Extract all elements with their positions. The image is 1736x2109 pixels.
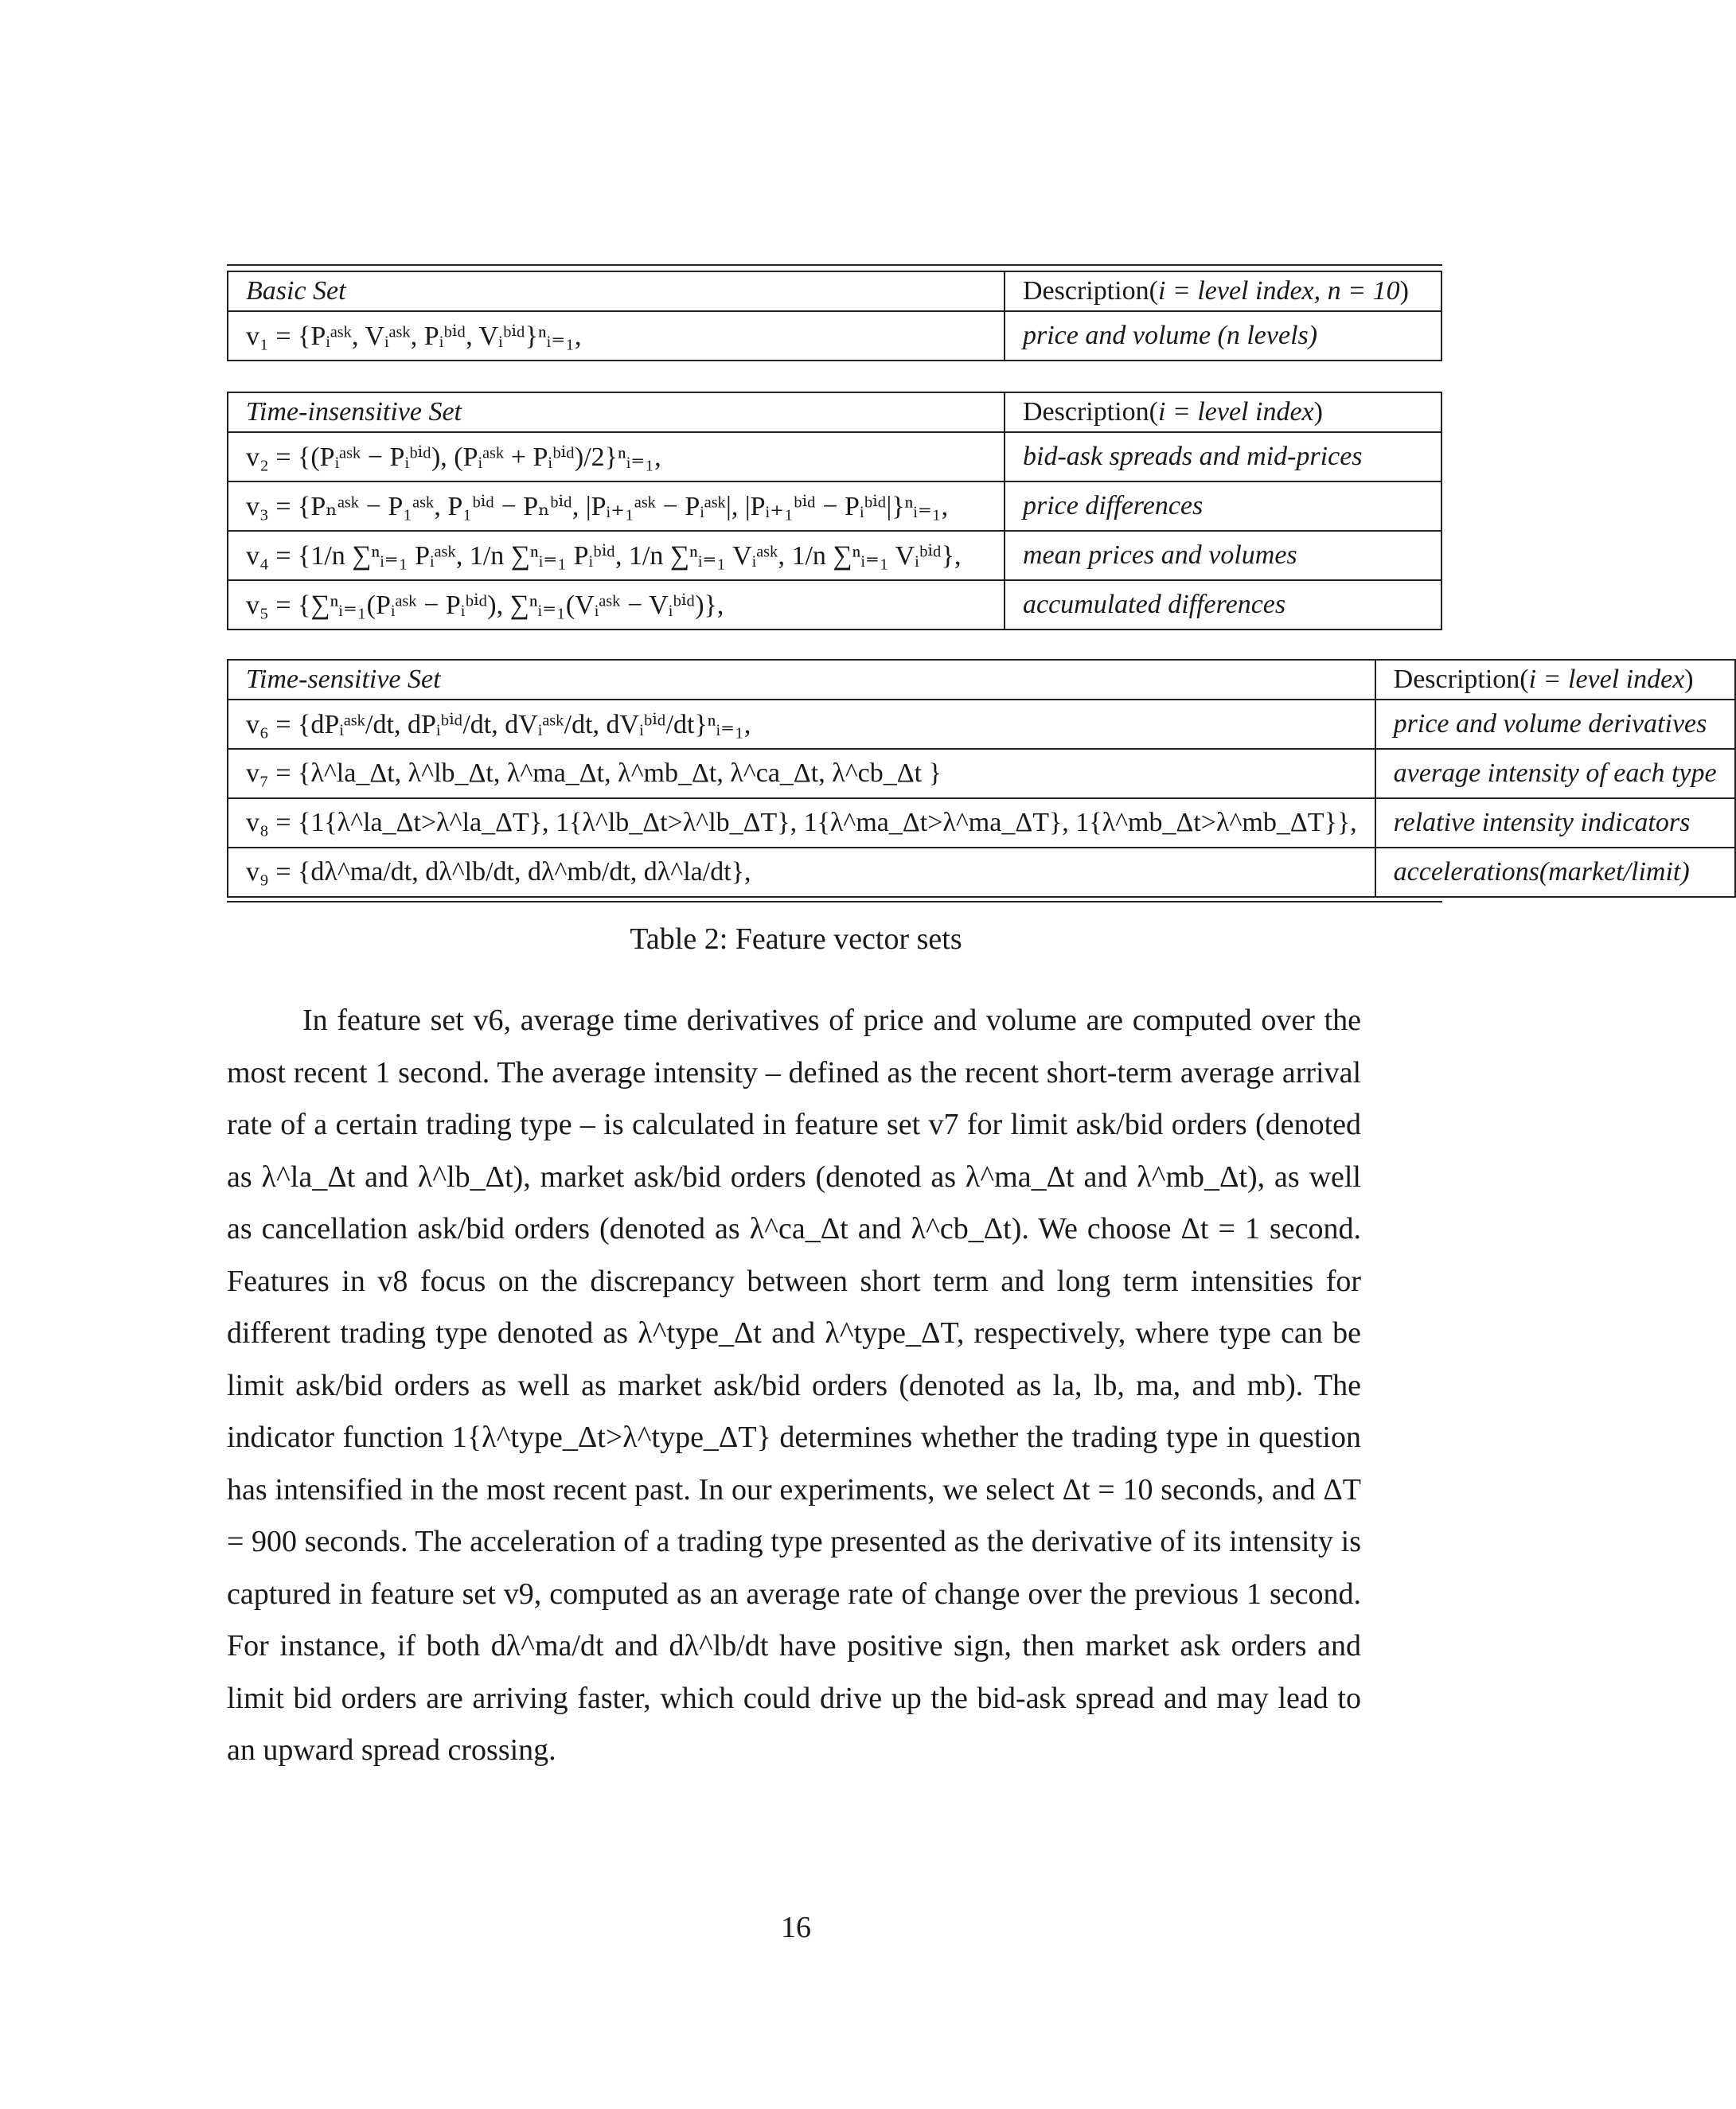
table-caption: Table 2: Feature vector sets [630,922,962,956]
formula-v5: v₅ = {∑ⁿᵢ₌₁(Pᵢᵃˢᵏ − Pᵢᵇⁱᵈ), ∑ⁿᵢ₌₁(Vᵢᵃˢᵏ − Vᵢᵇⁱᵈ)}, [228,580,1005,630]
time-sensitive-header: Time-sensitive Set [228,660,1375,700]
description-v1: price and volume (n levels) [1005,311,1441,361]
page-number: 16 [781,1911,811,1944]
time-insensitive-set-table [227,392,1442,630]
table-top-rule [227,264,1442,266]
formula-v2: v₂ = {(Pᵢᵃˢᵏ − Pᵢᵇⁱᵈ), (Pᵢᵃˢᵏ + Pᵢᵇⁱᵈ)/2}ⁿᵢ₌₁, [228,432,1005,481]
basic-set-table [227,271,1442,361]
basic-set-header: Basic Set [228,271,1005,311]
description-v6: price and volume derivatives [1375,700,1735,749]
description-v3: price differences [1005,481,1441,531]
body-paragraph [227,995,1361,1777]
formula-v9: v₉ = {dλ^ma/dt, dλ^lb/dt, dλ^mb/dt, dλ^la/dt}, [228,848,1375,897]
formula-v6: v₆ = {dPᵢᵃˢᵏ/dt, dPᵢᵇⁱᵈ/dt, dVᵢᵃˢᵏ/dt, dVᵢᵇⁱᵈ/dt}ⁿᵢ₌₁, [228,700,1375,749]
formula-v4: v₄ = {1/n ∑ⁿᵢ₌₁ Pᵢᵃˢᵏ, 1/n ∑ⁿᵢ₌₁ Pᵢᵇⁱᵈ, 1/n ∑ⁿᵢ₌₁ Vᵢᵃˢᵏ, 1/n ∑ⁿᵢ₌₁ Vᵢᵇⁱᵈ}, [228,531,1005,580]
basic-set-description-header: Description(i = level index, n = 10) [1005,271,1441,311]
description-v5: accumulated differences [1005,580,1441,630]
formula-v8: v₈ = {1{λ^la_Δt>λ^la_ΔT}, 1{λ^lb_Δt>λ^lb_ΔT}, 1{λ^ma_Δt>λ^ma_ΔT}, 1{λ^mb_Δt>λ^mb_ΔT}}, [228,798,1375,848]
formula-v1: v₁ = {Pᵢᵃˢᵏ, Vᵢᵃˢᵏ, Pᵢᵇⁱᵈ, Vᵢᵇⁱᵈ}ⁿᵢ₌₁, [228,311,1005,361]
paragraph-text: In feature set v6, average time derivatives of price and volume are computed over the most recent 1 second. The average intensity – defined as the recent short-term average arrival rate of a certain trading type – is calculated in feature set v7 for limit ask/bid orders (denoted as λ^la_Δt and λ^lb_Δt), market ask/bid orders (denoted as λ^ma_Δt and λ^mb_Δt), as well as cancellation ask/bid orders (denoted as λ^ca_Δt and λ^cb_Δt). We choose Δt = 1 second. Features in v8 focus on the discrepancy between short term and long term intensities for different trading type denoted as λ^type_Δt and λ^type_ΔT, respectively, where type can be limit ask/bid orders as well as market ask/bid orders (denoted as la, lb, ma, and mb). The indicator function 1{λ^type_Δt>λ^type_ΔT} determines whether the trading type in question has intensified in the most recent past. In our experiments, we select Δt = 10 seconds, and ΔT = 900 seconds. The acceleration of a trading type presented as the derivative of its intensity is captured in feature set v9, computed as an average rate of change over the previous 1 second. For instance, if both dλ^ma/dt and dλ^lb/dt have positive sign, then market ask orders and limit bid orders are arriving faster, which could drive up the bid-ask spread and may lead to an upward spread crossing. [227,1004,1361,1767]
description-v7: average intensity of each type [1375,749,1735,798]
time-sensitive-description-header: Description(i = level index) [1375,660,1735,700]
description-v4: mean prices and volumes [1005,531,1441,580]
description-v8: relative intensity indicators [1375,798,1735,848]
table-bottom-rule [227,901,1442,902]
formula-v3: v₃ = {Pₙᵃˢᵏ − P₁ᵃˢᵏ, P₁ᵇⁱᵈ − Pₙᵇⁱᵈ, |Pᵢ₊₁ᵃˢᵏ − Pᵢᵃˢᵏ|, |Pᵢ₊₁ᵇⁱᵈ − Pᵢᵇⁱᵈ|}ⁿᵢ₌₁, [228,481,1005,531]
time-sensitive-set-table [227,659,1736,898]
formula-v7: v₇ = {λ^la_Δt, λ^lb_Δt, λ^ma_Δt, λ^mb_Δt, λ^ca_Δt, λ^cb_Δt } [228,749,1375,798]
description-v9: accelerations(market/limit) [1375,848,1735,897]
time-insensitive-header: Time-insensitive Set [228,392,1005,432]
time-insensitive-description-header: Description(i = level index) [1005,392,1441,432]
description-v2: bid-ask spreads and mid-prices [1005,432,1441,481]
